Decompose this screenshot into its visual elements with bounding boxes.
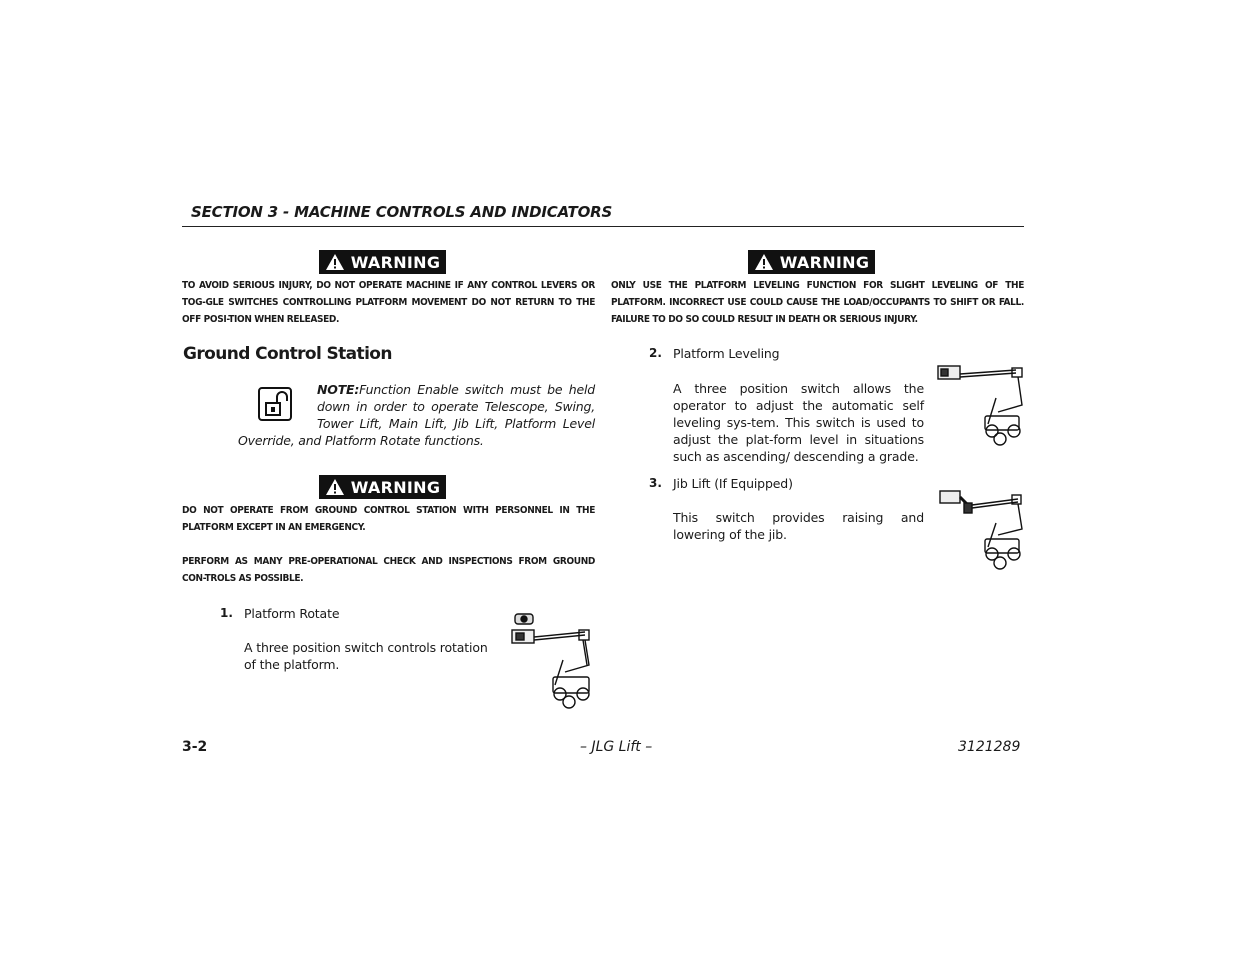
warning-label: WARNING bbox=[350, 252, 441, 272]
warning-text-leveling: ONLY USE THE PLATFORM LEVELING FUNCTION FOR SLIGHT LEVELING OF THE PLATFORM. INCORRECT USE COULD CAUSE THE LOAD/OCCUPANTS TO SHIFT OR FALL. FAILURE TO DO SO COULD RESULT IN DEATH OR SERIOUS INJURY. bbox=[611, 280, 1024, 325]
item-description: A three position switch controls rotation of the platform. bbox=[244, 640, 488, 672]
warning-label: WARNING bbox=[779, 252, 870, 272]
warning-triangle-icon bbox=[754, 253, 774, 271]
item-title: Platform Leveling bbox=[673, 346, 780, 361]
item-number: 3. bbox=[649, 476, 662, 490]
warning-label: WARNING bbox=[350, 477, 441, 497]
item-description: A three position switch allows the operator to adjust the automatic self leveling sys-tem. This switch is used to adjust the plat-form level in situations such as ascending/ descending a grade. bbox=[673, 381, 924, 464]
item-title: Jib Lift (If Equipped) bbox=[673, 476, 793, 491]
warning-triangle-icon bbox=[325, 478, 345, 496]
note-block bbox=[238, 381, 595, 449]
header-rule bbox=[182, 226, 1024, 227]
note-icon-spacer bbox=[238, 381, 317, 431]
warning-text-preop: PERFORM AS MANY PRE-OPERATIONAL CHECK AND INSPECTIONS FROM GROUND CON-TROLS AS POSSIBLE. bbox=[182, 556, 595, 584]
warning-triangle-icon bbox=[325, 253, 345, 271]
section-title: SECTION 3 - MACHINE CONTROLS AND INDICATORS bbox=[191, 203, 613, 221]
note-label: NOTE: bbox=[317, 382, 360, 397]
warning-badge bbox=[748, 250, 875, 274]
note-text: Function Enable switch must be held down in order to operate Telescope, Swing, Tower Lift, Main Lift, Jib Lift, Platform Level Override, and Platform Rotate functions. bbox=[238, 382, 595, 448]
warning-badge bbox=[319, 475, 446, 499]
platform-leveling-illustration bbox=[936, 360, 1028, 448]
ground-control-heading: Ground Control Station bbox=[183, 344, 392, 364]
footer-center: – JLG Lift – bbox=[580, 739, 653, 755]
jib-lift-illustration bbox=[938, 487, 1028, 571]
item-number: 2. bbox=[649, 346, 662, 360]
item-title: Platform Rotate bbox=[244, 606, 340, 621]
platform-rotate-illustration bbox=[505, 610, 597, 712]
item-description: This switch provides raising and lowering of the jib. bbox=[673, 510, 924, 542]
warning-text-personnel: DO NOT OPERATE FROM GROUND CONTROL STATION WITH PERSONNEL IN THE PLATFORM EXCEPT IN AN EMERGENCY. bbox=[182, 505, 595, 533]
item-number: 1. bbox=[220, 606, 233, 620]
document-number: 3121289 bbox=[958, 739, 1021, 755]
page-number: 3-2 bbox=[182, 739, 208, 755]
warning-badge bbox=[319, 250, 446, 274]
warning-text-controls: TO AVOID SERIOUS INJURY, DO NOT OPERATE MACHINE IF ANY CONTROL LEVERS OR TOG-GLE SWITCHES CONTROLLING PLATFORM MOVEMENT DO NOT RETURN TO THE OFF POSI-TION WHEN RELEASED. bbox=[182, 280, 595, 325]
